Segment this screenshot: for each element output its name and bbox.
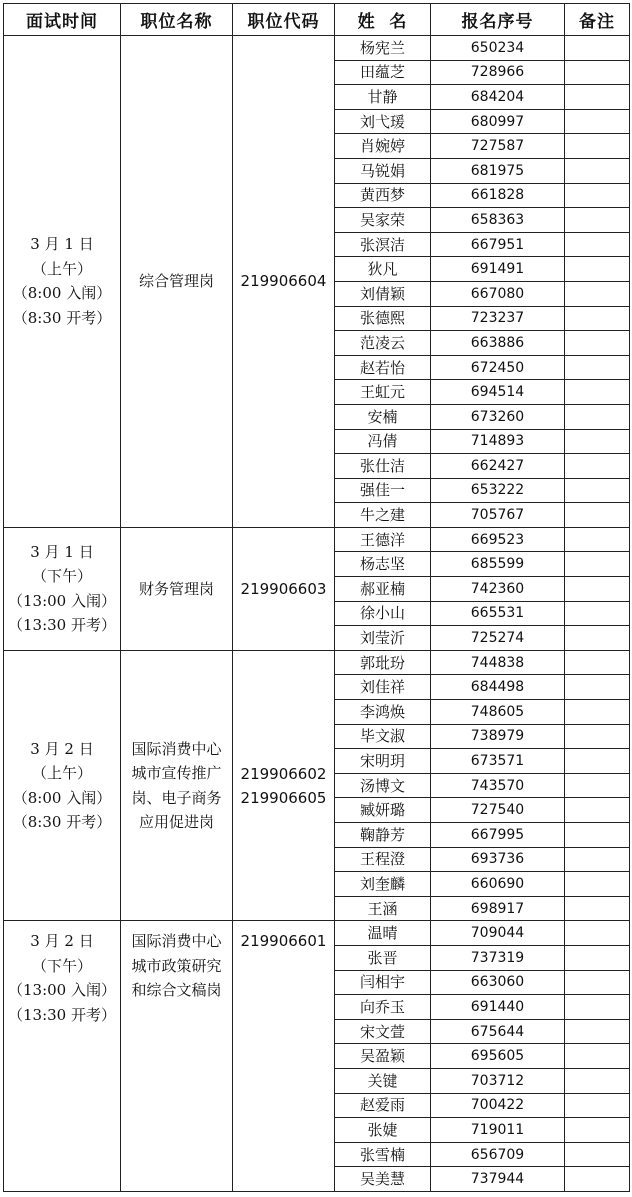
remarks-cell bbox=[565, 404, 630, 429]
registration-number: 737944 bbox=[431, 1167, 565, 1192]
remarks-cell bbox=[565, 798, 630, 823]
position-name-line: 岗、电子商务 bbox=[131, 788, 222, 807]
interview-time-line: （8:30 开考） bbox=[12, 308, 112, 327]
registration-number: 663886 bbox=[431, 331, 565, 356]
remarks-cell bbox=[565, 1118, 630, 1143]
candidate-name: 王涵 bbox=[335, 896, 431, 921]
remarks-cell bbox=[565, 454, 630, 479]
registration-number: 653222 bbox=[431, 478, 565, 503]
position-code-cell bbox=[233, 527, 335, 650]
remarks-cell bbox=[565, 577, 630, 602]
position-name-cell bbox=[121, 527, 233, 650]
registration-number: 709044 bbox=[431, 921, 565, 946]
position-code-line: 219906605 bbox=[240, 788, 327, 807]
interview-time-line: （上午） bbox=[31, 259, 92, 278]
interview-time-line: （13:30 开考） bbox=[8, 1005, 116, 1024]
registration-number: 748605 bbox=[431, 700, 565, 725]
header-position-code: 职位代码 bbox=[233, 4, 335, 36]
candidate-name: 赵若怡 bbox=[335, 355, 431, 380]
candidate-name: 张仕洁 bbox=[335, 454, 431, 479]
registration-number: 658363 bbox=[431, 208, 565, 233]
candidate-name: 赵爱雨 bbox=[335, 1093, 431, 1118]
position-name-line: 综合管理岗 bbox=[138, 272, 214, 291]
candidate-name: 汤博文 bbox=[335, 773, 431, 798]
remarks-cell bbox=[565, 552, 630, 577]
header-row bbox=[4, 4, 630, 36]
interview-time-line: （上午） bbox=[31, 764, 92, 783]
remarks-cell bbox=[565, 208, 630, 233]
registration-number: 725274 bbox=[431, 626, 565, 651]
interview-time-cell bbox=[4, 650, 121, 921]
interview-schedule-table bbox=[3, 3, 630, 1192]
remarks-cell bbox=[565, 995, 630, 1020]
position-code-line: 219906602 bbox=[240, 764, 327, 783]
position-name-line: 和综合文稿岗 bbox=[131, 981, 222, 1000]
registration-number: 700422 bbox=[431, 1093, 565, 1118]
interview-time-cell bbox=[4, 921, 121, 1192]
remarks-cell bbox=[565, 872, 630, 897]
position-code-line: 219906601 bbox=[240, 932, 327, 951]
registration-number: 728966 bbox=[431, 60, 565, 85]
candidate-name: 刘弋瑗 bbox=[335, 109, 431, 134]
remarks-cell bbox=[565, 183, 630, 208]
position-name-line: 国际消费中心 bbox=[131, 932, 222, 951]
candidate-name: 郝亚楠 bbox=[335, 577, 431, 602]
registration-number: 727540 bbox=[431, 798, 565, 823]
remarks-cell bbox=[565, 823, 630, 848]
remarks-cell bbox=[565, 331, 630, 356]
candidate-name: 毕文淑 bbox=[335, 724, 431, 749]
registration-number: 684204 bbox=[431, 85, 565, 110]
registration-number: 737319 bbox=[431, 945, 565, 970]
candidate-name: 强佳一 bbox=[335, 478, 431, 503]
registration-number: 684498 bbox=[431, 675, 565, 700]
registration-number: 744838 bbox=[431, 650, 565, 675]
candidate-name: 冯倩 bbox=[335, 429, 431, 454]
header-position-name: 职位名称 bbox=[121, 4, 233, 36]
registration-number: 681975 bbox=[431, 158, 565, 183]
remarks-cell bbox=[565, 1093, 630, 1118]
registration-number: 738979 bbox=[431, 724, 565, 749]
registration-number: 691491 bbox=[431, 257, 565, 282]
header-interview-time: 面试时间 bbox=[4, 4, 121, 36]
registration-number: 667995 bbox=[431, 823, 565, 848]
table-row bbox=[4, 921, 630, 946]
remarks-cell bbox=[565, 429, 630, 454]
registration-number: 662427 bbox=[431, 454, 565, 479]
registration-number: 694514 bbox=[431, 380, 565, 405]
header-registration-number: 报名序号 bbox=[431, 4, 565, 36]
registration-number: 727587 bbox=[431, 134, 565, 159]
position-name-line: 国际消费中心 bbox=[131, 739, 222, 758]
candidate-name: 杨宪兰 bbox=[335, 36, 431, 61]
candidate-name: 肖婉婷 bbox=[335, 134, 431, 159]
registration-number: 675644 bbox=[431, 1019, 565, 1044]
candidate-name: 张雪楠 bbox=[335, 1142, 431, 1167]
remarks-cell bbox=[565, 281, 630, 306]
remarks-cell bbox=[565, 503, 630, 528]
candidate-name: 刘奎麟 bbox=[335, 872, 431, 897]
candidate-name: 甘静 bbox=[335, 85, 431, 110]
remarks-cell bbox=[565, 921, 630, 946]
candidate-name: 李鸿焕 bbox=[335, 700, 431, 725]
candidate-name: 王程澄 bbox=[335, 847, 431, 872]
candidate-name: 关键 bbox=[335, 1068, 431, 1093]
candidate-name: 刘佳祥 bbox=[335, 675, 431, 700]
interview-time-line: 3 月 2 日 bbox=[30, 739, 94, 758]
candidate-name: 王德洋 bbox=[335, 527, 431, 552]
registration-number: 714893 bbox=[431, 429, 565, 454]
registration-number: 667951 bbox=[431, 232, 565, 257]
candidate-name: 黄西梦 bbox=[335, 183, 431, 208]
header-name: 姓 名 bbox=[335, 4, 431, 36]
remarks-cell bbox=[565, 650, 630, 675]
registration-number: 703712 bbox=[431, 1068, 565, 1093]
remarks-cell bbox=[565, 158, 630, 183]
registration-number: 743570 bbox=[431, 773, 565, 798]
candidate-name: 吴盈颖 bbox=[335, 1044, 431, 1069]
candidate-name: 安楠 bbox=[335, 404, 431, 429]
remarks-cell bbox=[565, 380, 630, 405]
interview-time-line: （13:00 入闱） bbox=[8, 591, 116, 610]
interview-time-line: （13:00 入闱） bbox=[8, 981, 116, 1000]
registration-number: 669523 bbox=[431, 527, 565, 552]
position-name-line: 城市政策研究 bbox=[131, 956, 222, 975]
remarks-cell bbox=[565, 626, 630, 651]
position-name-cell bbox=[121, 921, 233, 1192]
position-name-line: 应用促进岗 bbox=[138, 813, 214, 832]
candidate-name: 王虹元 bbox=[335, 380, 431, 405]
remarks-cell bbox=[565, 773, 630, 798]
remarks-cell bbox=[565, 1142, 630, 1167]
position-name-line: 财务管理岗 bbox=[138, 579, 214, 598]
remarks-cell bbox=[565, 724, 630, 749]
registration-number: 665531 bbox=[431, 601, 565, 626]
candidate-name: 向乔玉 bbox=[335, 995, 431, 1020]
candidate-name: 杨志坚 bbox=[335, 552, 431, 577]
position-code-cell bbox=[233, 650, 335, 921]
candidate-name: 张德熙 bbox=[335, 306, 431, 331]
position-name-line: 城市宣传推广 bbox=[131, 764, 222, 783]
remarks-cell bbox=[565, 1167, 630, 1192]
interview-time-line: （下午） bbox=[31, 956, 92, 975]
remarks-cell bbox=[565, 945, 630, 970]
candidate-name: 吴美慧 bbox=[335, 1167, 431, 1192]
remarks-cell bbox=[565, 675, 630, 700]
interview-time-line: （13:30 开考） bbox=[8, 616, 116, 635]
remarks-cell bbox=[565, 1019, 630, 1044]
registration-number: 650234 bbox=[431, 36, 565, 61]
remarks-cell bbox=[565, 847, 630, 872]
remarks-cell bbox=[565, 306, 630, 331]
remarks-cell bbox=[565, 232, 630, 257]
remarks-cell bbox=[565, 700, 630, 725]
position-name-cell bbox=[121, 36, 233, 528]
candidate-name: 田蕴芝 bbox=[335, 60, 431, 85]
remarks-cell bbox=[565, 1068, 630, 1093]
candidate-name: 徐小山 bbox=[335, 601, 431, 626]
interview-time-line: （8:30 开考） bbox=[12, 813, 112, 832]
interview-time-line: 3 月 1 日 bbox=[30, 235, 94, 254]
interview-time-line: （下午） bbox=[31, 567, 92, 586]
position-code-line: 219906604 bbox=[240, 272, 327, 291]
header-remarks: 备注 bbox=[565, 4, 630, 36]
registration-number: 663060 bbox=[431, 970, 565, 995]
registration-number: 693736 bbox=[431, 847, 565, 872]
remarks-cell bbox=[565, 527, 630, 552]
registration-number: 723237 bbox=[431, 306, 565, 331]
position-code-cell bbox=[233, 921, 335, 1192]
interview-time-cell bbox=[4, 527, 121, 650]
registration-number: 742360 bbox=[431, 577, 565, 602]
registration-number: 695605 bbox=[431, 1044, 565, 1069]
table-row bbox=[4, 650, 630, 675]
remarks-cell bbox=[565, 601, 630, 626]
candidate-name: 宋文萱 bbox=[335, 1019, 431, 1044]
table-row bbox=[4, 527, 630, 552]
registration-number: 660690 bbox=[431, 872, 565, 897]
registration-number: 672450 bbox=[431, 355, 565, 380]
registration-number: 698917 bbox=[431, 896, 565, 921]
registration-number: 705767 bbox=[431, 503, 565, 528]
remarks-cell bbox=[565, 355, 630, 380]
registration-number: 719011 bbox=[431, 1118, 565, 1143]
candidate-name: 闫相宇 bbox=[335, 970, 431, 995]
interview-time-cell bbox=[4, 36, 121, 528]
candidate-name: 臧妍璐 bbox=[335, 798, 431, 823]
registration-number: 661828 bbox=[431, 183, 565, 208]
interview-time-line: （8:00 入闱） bbox=[12, 788, 112, 807]
remarks-cell bbox=[565, 1044, 630, 1069]
candidate-name: 刘倩颖 bbox=[335, 281, 431, 306]
candidate-name: 吴家荣 bbox=[335, 208, 431, 233]
candidate-name: 刘莹沂 bbox=[335, 626, 431, 651]
remarks-cell bbox=[565, 134, 630, 159]
candidate-name: 宋明玥 bbox=[335, 749, 431, 774]
candidate-name: 郭玭玢 bbox=[335, 650, 431, 675]
candidate-name: 张晋 bbox=[335, 945, 431, 970]
candidate-name: 温晴 bbox=[335, 921, 431, 946]
remarks-cell bbox=[565, 36, 630, 61]
remarks-cell bbox=[565, 896, 630, 921]
table-row bbox=[4, 36, 630, 61]
registration-number: 673260 bbox=[431, 404, 565, 429]
remarks-cell bbox=[565, 749, 630, 774]
registration-number: 673571 bbox=[431, 749, 565, 774]
interview-time-line: 3 月 2 日 bbox=[30, 932, 94, 951]
candidate-name: 狄凡 bbox=[335, 257, 431, 282]
position-name-cell bbox=[121, 650, 233, 921]
remarks-cell bbox=[565, 257, 630, 282]
remarks-cell bbox=[565, 970, 630, 995]
registration-number: 656709 bbox=[431, 1142, 565, 1167]
position-code-line: 219906603 bbox=[240, 579, 327, 598]
candidate-name: 马锐娟 bbox=[335, 158, 431, 183]
candidate-name: 鞠静芳 bbox=[335, 823, 431, 848]
remarks-cell bbox=[565, 60, 630, 85]
interview-time-line: 3 月 1 日 bbox=[30, 542, 94, 561]
remarks-cell bbox=[565, 109, 630, 134]
position-code-cell bbox=[233, 36, 335, 528]
candidate-name: 张婕 bbox=[335, 1118, 431, 1143]
registration-number: 691440 bbox=[431, 995, 565, 1020]
remarks-cell bbox=[565, 478, 630, 503]
remarks-cell bbox=[565, 85, 630, 110]
candidate-name: 张溟洁 bbox=[335, 232, 431, 257]
registration-number: 685599 bbox=[431, 552, 565, 577]
interview-time-line: （8:00 入闱） bbox=[12, 284, 112, 303]
registration-number: 667080 bbox=[431, 281, 565, 306]
candidate-name: 范凌云 bbox=[335, 331, 431, 356]
candidate-name: 牛之建 bbox=[335, 503, 431, 528]
registration-number: 680997 bbox=[431, 109, 565, 134]
